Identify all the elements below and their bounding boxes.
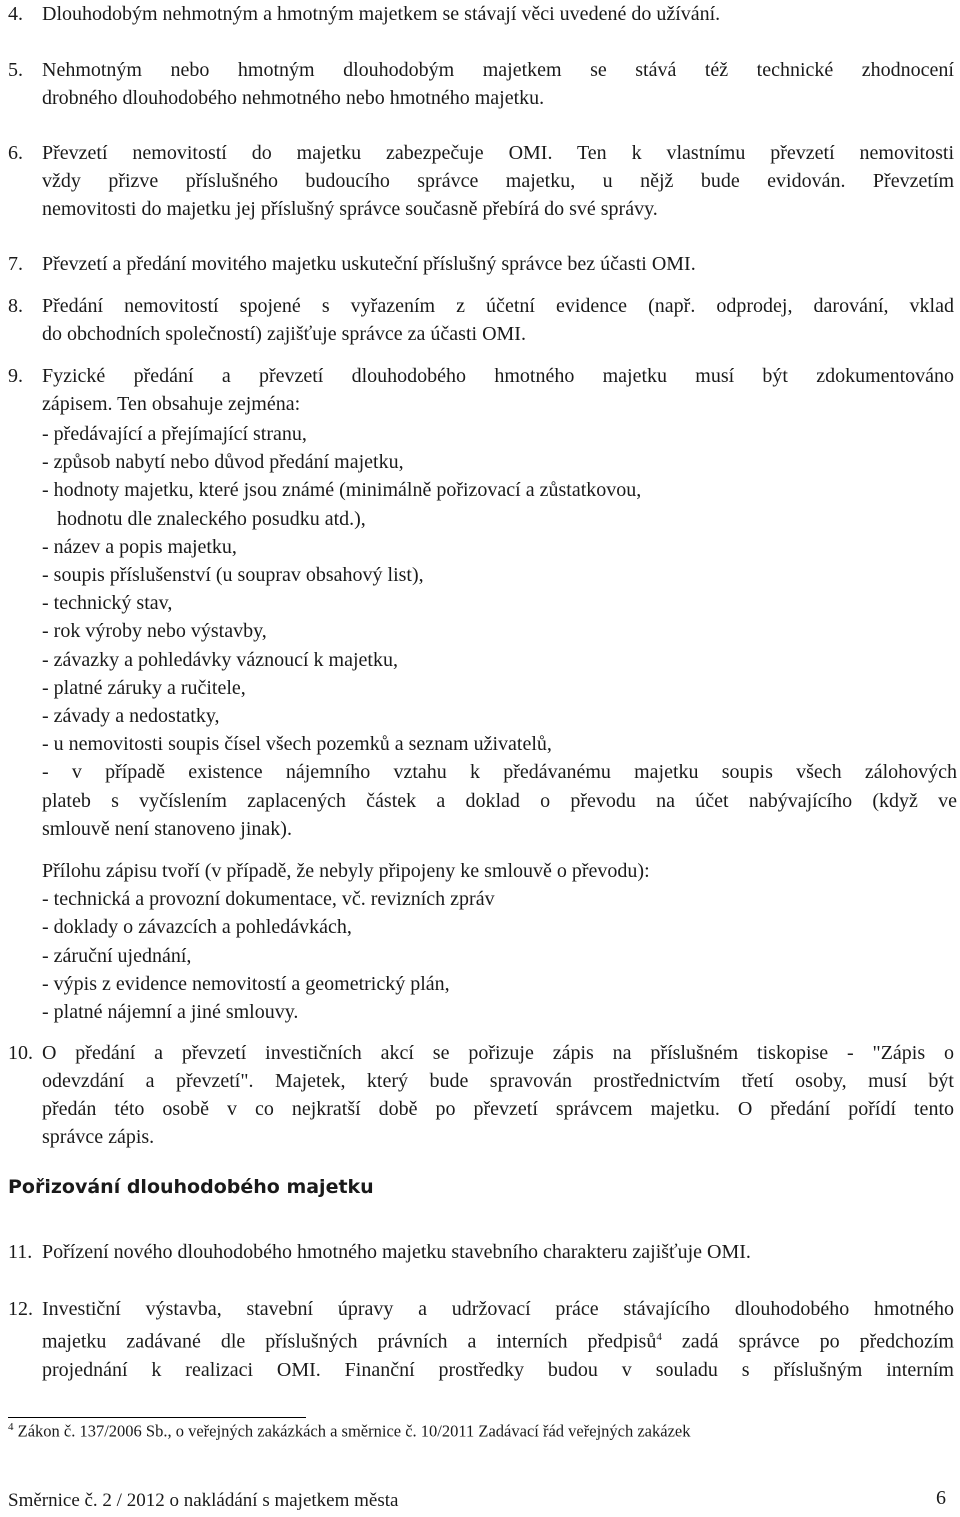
list-item-continuation: smlouvě není stanoveno jinak).: [42, 817, 292, 840]
item-number: 7.: [8, 253, 23, 275]
item-text-line: do obchodních společností) zajišťuje správce za účasti OMI.: [42, 323, 526, 345]
item-number: 9.: [8, 365, 23, 387]
item-text-line: O předání a převzetí investičních akcí se pořizuje zápis na příslušném tiskopise - "Zápis o: [42, 1042, 954, 1064]
item-text-line: Fyzické předání a převzetí dlouhodobého hmotného majetku musí být zdokumentováno: [42, 365, 954, 387]
list-item: - technická a provozní dokumentace, vč. revizních zpráv: [42, 888, 495, 911]
item-text-line: předán této osobě v co nejkratší době po převzetí správcem majetku. O předání pořídí tento: [42, 1098, 954, 1120]
item-text-segment: zadá správce po předchozím: [661, 1330, 954, 1353]
item-number: 6.: [8, 142, 23, 164]
priloha-intro: Přílohu zápisu tvoří (v případě, že nebyly připojeny ke smlouvě o převodu):: [42, 860, 650, 882]
list-item: - v případě existence nájemního vztahu k předávanému majetku soupis všech zálohových: [42, 761, 957, 784]
list-item: - závady a nedostatky,: [42, 705, 220, 728]
list-item: - název a popis majetku,: [42, 535, 237, 558]
item-text-line: Předání nemovitostí spojené s vyřazením z účetní evidence (např. odprodej, darování, vklad: [42, 295, 954, 317]
item-text-line: zápisem. Ten obsahuje zejména:: [42, 393, 301, 415]
list-item: - záruční ujednání,: [42, 944, 192, 967]
list-item: - předávající a přejímající stranu,: [42, 423, 307, 445]
list-item: - rok výroby nebo výstavby,: [42, 620, 267, 643]
page-number: 6: [936, 1487, 946, 1509]
item-text-line: vždy přizve příslušného budoucího správce majetku, u nějž bude evidován. Převzetím: [42, 170, 954, 192]
zapis-content-list: [42, 420, 957, 843]
list-item: - způsob nabytí nebo důvod předání majetku,: [42, 451, 404, 474]
list-item: - závazky a pohledávky váznoucí k majetku,: [42, 648, 398, 671]
item-text-line: správce zápis.: [42, 1126, 155, 1148]
item-text-line: projednání k realizaci OMI. Finanční prostředky budou v souladu s příslušným interním: [42, 1358, 954, 1381]
item-text-line: nemovitosti do majetku jej příslušný správce současně přebírá do své správy.: [42, 198, 658, 220]
item-text-segment: majetku zadávané dle příslušných právních a interních předpisů: [42, 1330, 657, 1353]
footer-title: Směrnice č. 2 / 2012 o nakládání s majetkem města: [8, 1490, 399, 1511]
item-text-line: [42, 1323, 954, 1356]
item-text-line: Nehmotným nebo hmotným dlouhodobým majetkem se stává též technické zhodnocení: [42, 59, 954, 81]
item-text-line: odevzdání a převzetí". Majetek, který bude spravován prostřednictvím třetí osoby, musí být: [42, 1070, 954, 1092]
item-number: 12.: [8, 1298, 33, 1320]
list-item: - soupis příslušenství (u souprav obsahový list),: [42, 564, 424, 587]
list-item: - u nemovitosti soupis čísel všech pozemků a seznam uživatelů,: [42, 733, 552, 756]
item-number: 10.: [8, 1042, 33, 1064]
item-text: Převzetí a předání movitého majetku uskuteční příslušný správce bez účasti OMI.: [42, 253, 696, 275]
list-item: - platné nájemní a jiné smlouvy.: [42, 1001, 299, 1024]
item-text-line: Převzetí nemovitostí do majetku zabezpečuje OMI. Ten k vlastnímu převzetí nemovitosti: [42, 142, 954, 164]
section-heading: Pořizování dlouhodobého majetku: [8, 1176, 374, 1198]
item-number: 5.: [8, 59, 23, 81]
item-text-line: drobného dlouhodobého nehmotného nebo hmotného majetku.: [42, 87, 545, 109]
footnote: [8, 1414, 690, 1445]
item-text: Dlouhodobým nehmotným a hmotným majetkem se stávají věci uvedené do užívání.: [42, 3, 721, 25]
list-item: - technický stav,: [42, 592, 173, 615]
item-text: Pořízení nového dlouhodobého hmotného majetku stavebního charakteru zajišťuje OMI.: [42, 1241, 751, 1263]
list-item: - doklady o závazcích a pohledávkách,: [42, 916, 352, 939]
list-item: - výpis z evidence nemovitostí a geometrický plán,: [42, 972, 450, 995]
item-text-line: Investiční výstavba, stavební úpravy a udržovací práce stávajícího dlouhodobého hmotného: [42, 1298, 954, 1320]
item-number: 11.: [8, 1241, 33, 1263]
list-item: - platné záruky a ručitele,: [42, 676, 246, 699]
list-item-continuation: plateb s vyčíslením zaplacených částek a doklad o převodu na účet nabývajícího (když ve: [42, 789, 957, 812]
item-number: 8.: [8, 295, 23, 317]
priloha-list: [42, 857, 957, 1026]
footnote-text: Zákon č. 137/2006 Sb., o veřejných zakázkách a směrnice č. 10/2011 Zadávací řád veřejných zakázek: [13, 1421, 691, 1441]
item-number: 4.: [8, 3, 23, 25]
footnote-reference[interactable]: 4: [656, 1331, 662, 1343]
footnote-mark: 4: [8, 1421, 14, 1433]
list-item: - hodnoty majetku, které jsou známé (minimálně pořizovací a zůstatkovou,: [42, 479, 642, 502]
list-item: hodnotu dle znaleckého posudku atd.),: [42, 507, 366, 530]
